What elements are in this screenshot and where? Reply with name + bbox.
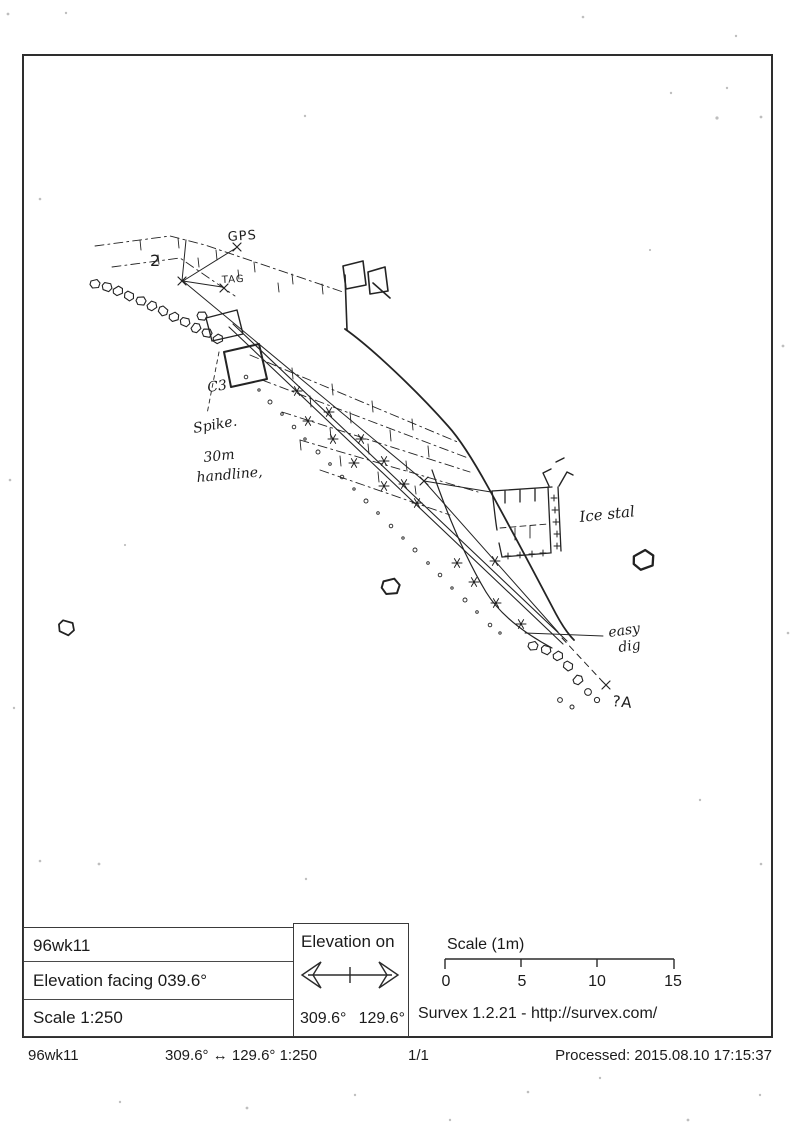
chamber-box bbox=[492, 458, 573, 557]
scale-tick-15: 15 bbox=[664, 973, 682, 990]
tail-rocks bbox=[528, 642, 600, 710]
handwritten-labels bbox=[150, 228, 642, 712]
footer-processed: Processed: 2015.08.10 17:15:37 bbox=[555, 1047, 772, 1064]
scree-dots bbox=[244, 375, 501, 634]
handline-label-1: 30m bbox=[202, 446, 236, 466]
scale-tick-10: 10 bbox=[588, 973, 606, 990]
scale-label: Scale 1:250 bbox=[33, 1008, 123, 1027]
c3-label: C3 bbox=[206, 377, 228, 396]
handline-label-2: handline, bbox=[195, 464, 264, 486]
lower-left-wall bbox=[432, 470, 552, 648]
ice-stal-label: Ice stal bbox=[578, 502, 636, 526]
easy-dig-label-2: dig bbox=[617, 636, 642, 656]
chimney-feature bbox=[343, 261, 390, 330]
footer-page-number: 1/1 bbox=[408, 1047, 429, 1064]
easy-dig-leader bbox=[525, 633, 603, 636]
handline-rope bbox=[229, 324, 567, 644]
scale-bar bbox=[445, 959, 674, 969]
elevation-on-label: Elevation on bbox=[301, 932, 395, 951]
bearing-right: 129.6° bbox=[358, 1010, 405, 1027]
spike-label: Spike. bbox=[191, 413, 239, 437]
end-station-cross bbox=[602, 681, 610, 689]
scale-tick-0: 0 bbox=[441, 973, 451, 990]
footer-survey-name: 96wk11 bbox=[28, 1047, 79, 1064]
bearing-left: 309.6° bbox=[300, 1010, 347, 1027]
footer-bearings: 309.6° ↔ 129.6° 1:250 bbox=[165, 1047, 318, 1064]
view-label: Elevation facing 039.6° bbox=[33, 971, 208, 990]
page-border bbox=[23, 55, 772, 1037]
star-marks bbox=[292, 387, 526, 629]
station-a-label: ?A bbox=[611, 692, 634, 713]
scale-tick-5: 5 bbox=[517, 973, 527, 990]
gps-label: GPS bbox=[227, 227, 258, 245]
block-boulder-2 bbox=[206, 310, 243, 341]
station-2-label: 2 bbox=[150, 251, 162, 270]
ceiling-curve bbox=[345, 329, 574, 640]
scale-bar-label: Scale (1m) bbox=[447, 936, 525, 953]
tag-label: TAG bbox=[221, 273, 245, 286]
survex-credit: Survex 1.2.21 - http://survex.com/ bbox=[418, 1005, 658, 1022]
easy-dig-label-1: easy bbox=[607, 620, 641, 641]
survey-name: 96wk11 bbox=[33, 936, 91, 955]
